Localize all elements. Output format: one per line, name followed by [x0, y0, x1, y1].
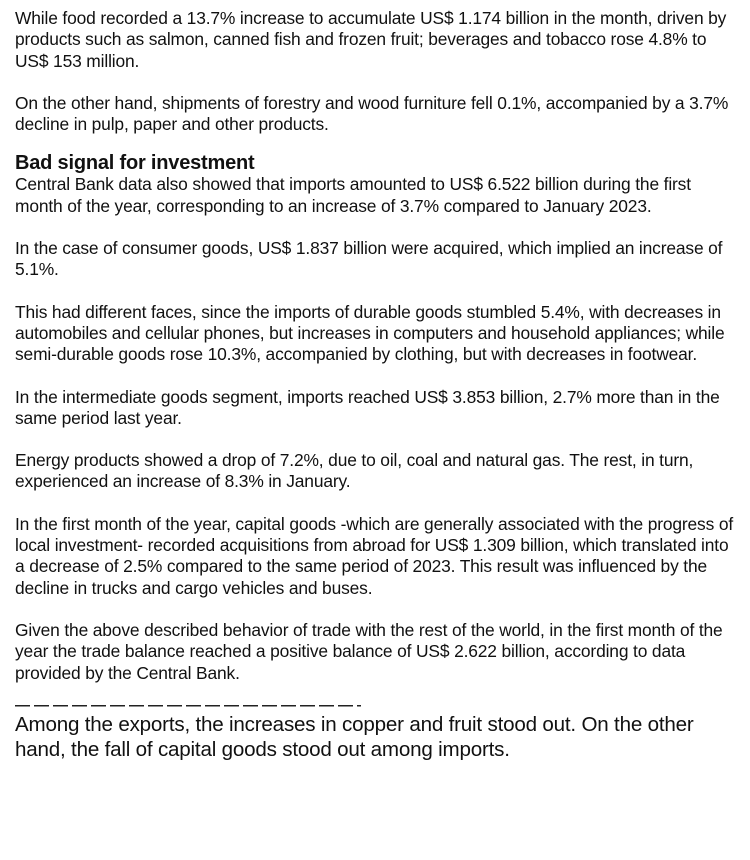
paragraph-trade-balance: Given the above described behavior of trade with the rest of the world, in the first month of the year the trade balance reached a positive balance of US$ 2.622 billion, according to data provided by the Central Bank. — [15, 619, 723, 683]
paragraph-forestry-exports: On the other hand, shipments of forestry and wood furniture fell 0.1%, accompanied by a 3.7% decline in pulp, paper and other products. — [15, 92, 729, 135]
section-bad-signal-for-investment — [15, 151, 735, 683]
paragraph-imports-total: Central Bank data also showed that imports amounted to US$ 6.522 billion during the first month of the year, corresponding to an increase of 3.7% compared to January 2023. — [15, 174, 691, 216]
paragraph-energy-products: Energy products showed a drop of 7.2%, due to oil, coal and natural gas. The rest, in turn, experienced an increase of 8.3% in January. — [15, 450, 694, 492]
paragraph-capital-goods: In the first month of the year, capital goods -which are generally associated with the progress of local investment- recorded acquisitions from abroad for US$ 1.309 billion, which translated into a decrease of 2.5% compared to the same period of 2023. This result was influenced by the decline in trucks and cargo vehicles and buses. — [15, 513, 734, 598]
section-heading: Bad signal for investment — [15, 152, 255, 175]
paragraph-food-exports: While food recorded a 13.7% increase to accumulate US$ 1.174 billion in the month, driven by products such as salmon, canned fish and frozen fruit; beverages and tobacco rose 4.8% to US$ 153 million. — [15, 8, 727, 71]
image-caption: Among the exports, the increases in copper and fruit stood out. On the other hand, the fall of capital goods stood out among imports. — [15, 712, 694, 761]
paragraph-durable-goods: This had different faces, since the imports of durable goods stumbled 5.4%, with decreases in automobiles and cellular phones, but increases in computers and household appliances; while semi-durable goods rose 10.3%, accompanied by clothing, but with decreases in footwear. — [15, 301, 725, 365]
paragraph-intermediate-goods: In the intermediate goods segment, imports reached US$ 3.853 billion, 2.7% more than in the same period last year. — [15, 386, 720, 428]
paragraph-consumer-goods: In the case of consumer goods, US$ 1.837 billion were acquired, which implied an increase of 5.1%. — [15, 238, 723, 280]
dashed-separator — [15, 696, 361, 708]
